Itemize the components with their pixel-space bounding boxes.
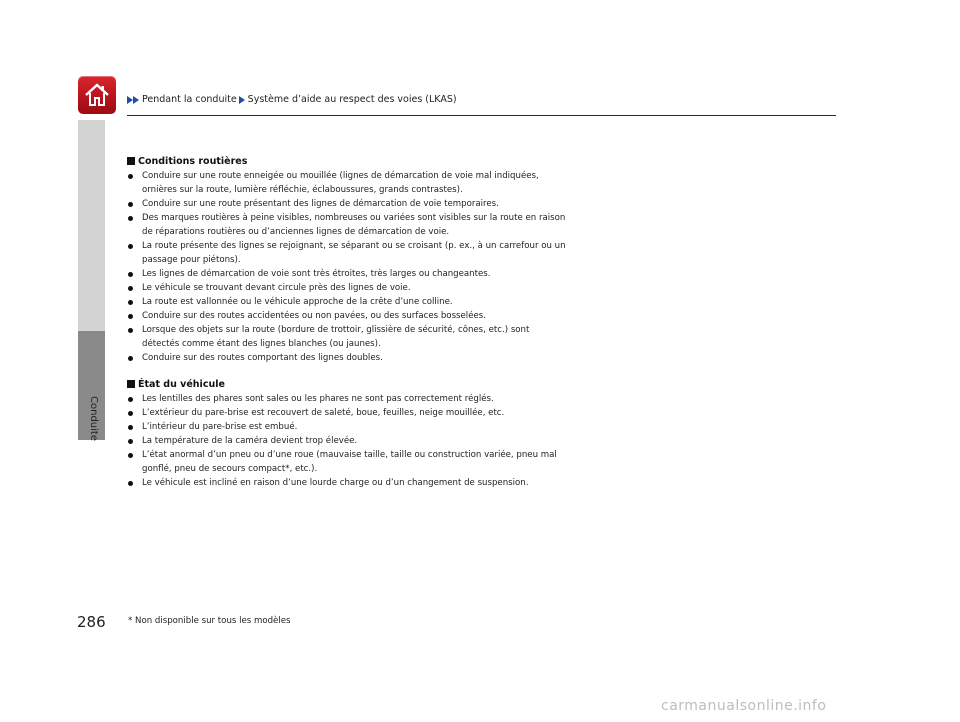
- list-item: L’extérieur du pare-brise est recouvert de saleté, boue, feuilles, neige mouillée, etc.: [127, 406, 567, 420]
- list-item: Conduire sur une route présentant des lignes de démarcation de voie temporaires.: [127, 197, 567, 211]
- home-button[interactable]: [78, 76, 116, 114]
- list-item: La route présente des lignes se rejoignant, se séparant ou se croisant (p. ex., à un carrefour ou un passage pour piétons).: [127, 239, 567, 267]
- list-item: Des marques routières à peine visibles, nombreuses ou variées sont visibles sur la route en raison de réparations routières ou d’anciennes lignes de démarcation de voie.: [127, 211, 567, 239]
- square-bullet-icon: [127, 380, 135, 388]
- list-item: Les lignes de démarcation de voie sont très étroites, très larges ou changeantes.: [127, 267, 567, 281]
- sidebar-label: Conduite: [88, 396, 99, 441]
- section-etat-du-vehicule: [127, 377, 567, 490]
- watermark: carmanualsonline.info: [661, 698, 827, 714]
- list-item: Conduire sur une route enneigée ou mouillée (lignes de démarcation de voie mal indiquées, ornières sur la route, lumière réfléchie, éclaboussures, grands contrastes).: [127, 169, 567, 197]
- breadcrumb-current-lkas[interactable]: Système d’aide au respect des voies (LKAS): [247, 94, 457, 105]
- main-content: [127, 154, 567, 502]
- list-item: La température de la caméra devient trop élevée.: [127, 434, 567, 448]
- list-item: Conduire sur des routes accidentées ou non pavées, ou des surfaces bosselées.: [127, 309, 567, 323]
- list-item: Les lentilles des phares sont sales ou les phares ne sont pas correctement réglés.: [127, 392, 567, 406]
- list-item: Conduire sur des routes comportant des lignes doubles.: [127, 351, 567, 365]
- home-icon: [83, 82, 111, 108]
- section-heading: [127, 377, 567, 391]
- list-item: Lorsque des objets sur la route (bordure de trottoir, glissière de sécurité, cônes, etc.) sont détectés comme étant des lignes blanches (ou jaunes).: [127, 323, 567, 351]
- bullet-list: [127, 392, 567, 490]
- breadcrumb: [127, 94, 459, 105]
- breadcrumb-link-pendant-la-conduite[interactable]: Pendant la conduite: [142, 94, 237, 105]
- breadcrumb-arrow-icon: [133, 96, 139, 104]
- page-number: 286: [77, 613, 106, 631]
- list-item: La route est vallonnée ou le véhicule approche de la crête d’une colline.: [127, 295, 567, 309]
- section-conditions-routieres: [127, 154, 567, 365]
- footnote: * Non disponible sur tous les modèles: [128, 616, 291, 626]
- square-bullet-icon: [127, 157, 135, 165]
- bullet-list: [127, 169, 567, 365]
- list-item: L’état anormal d’un pneu ou d’une roue (mauvaise taille, taille ou construction variée, pneu mal gonflé, pneu de secours compact*, etc.).: [127, 448, 567, 476]
- section-heading-text: État du véhicule: [138, 378, 225, 390]
- list-item: L’intérieur du pare-brise est embué.: [127, 420, 567, 434]
- breadcrumb-arrow-icon: [239, 96, 245, 104]
- section-heading-text: Conditions routières: [138, 155, 248, 167]
- sidebar-tab-background: [78, 120, 105, 331]
- list-item: Le véhicule se trouvant devant circule près des lignes de voie.: [127, 281, 567, 295]
- header-divider: [127, 115, 836, 116]
- list-item: Le véhicule est incliné en raison d’une lourde charge ou d’un changement de suspension.: [127, 476, 567, 490]
- section-heading: [127, 154, 567, 168]
